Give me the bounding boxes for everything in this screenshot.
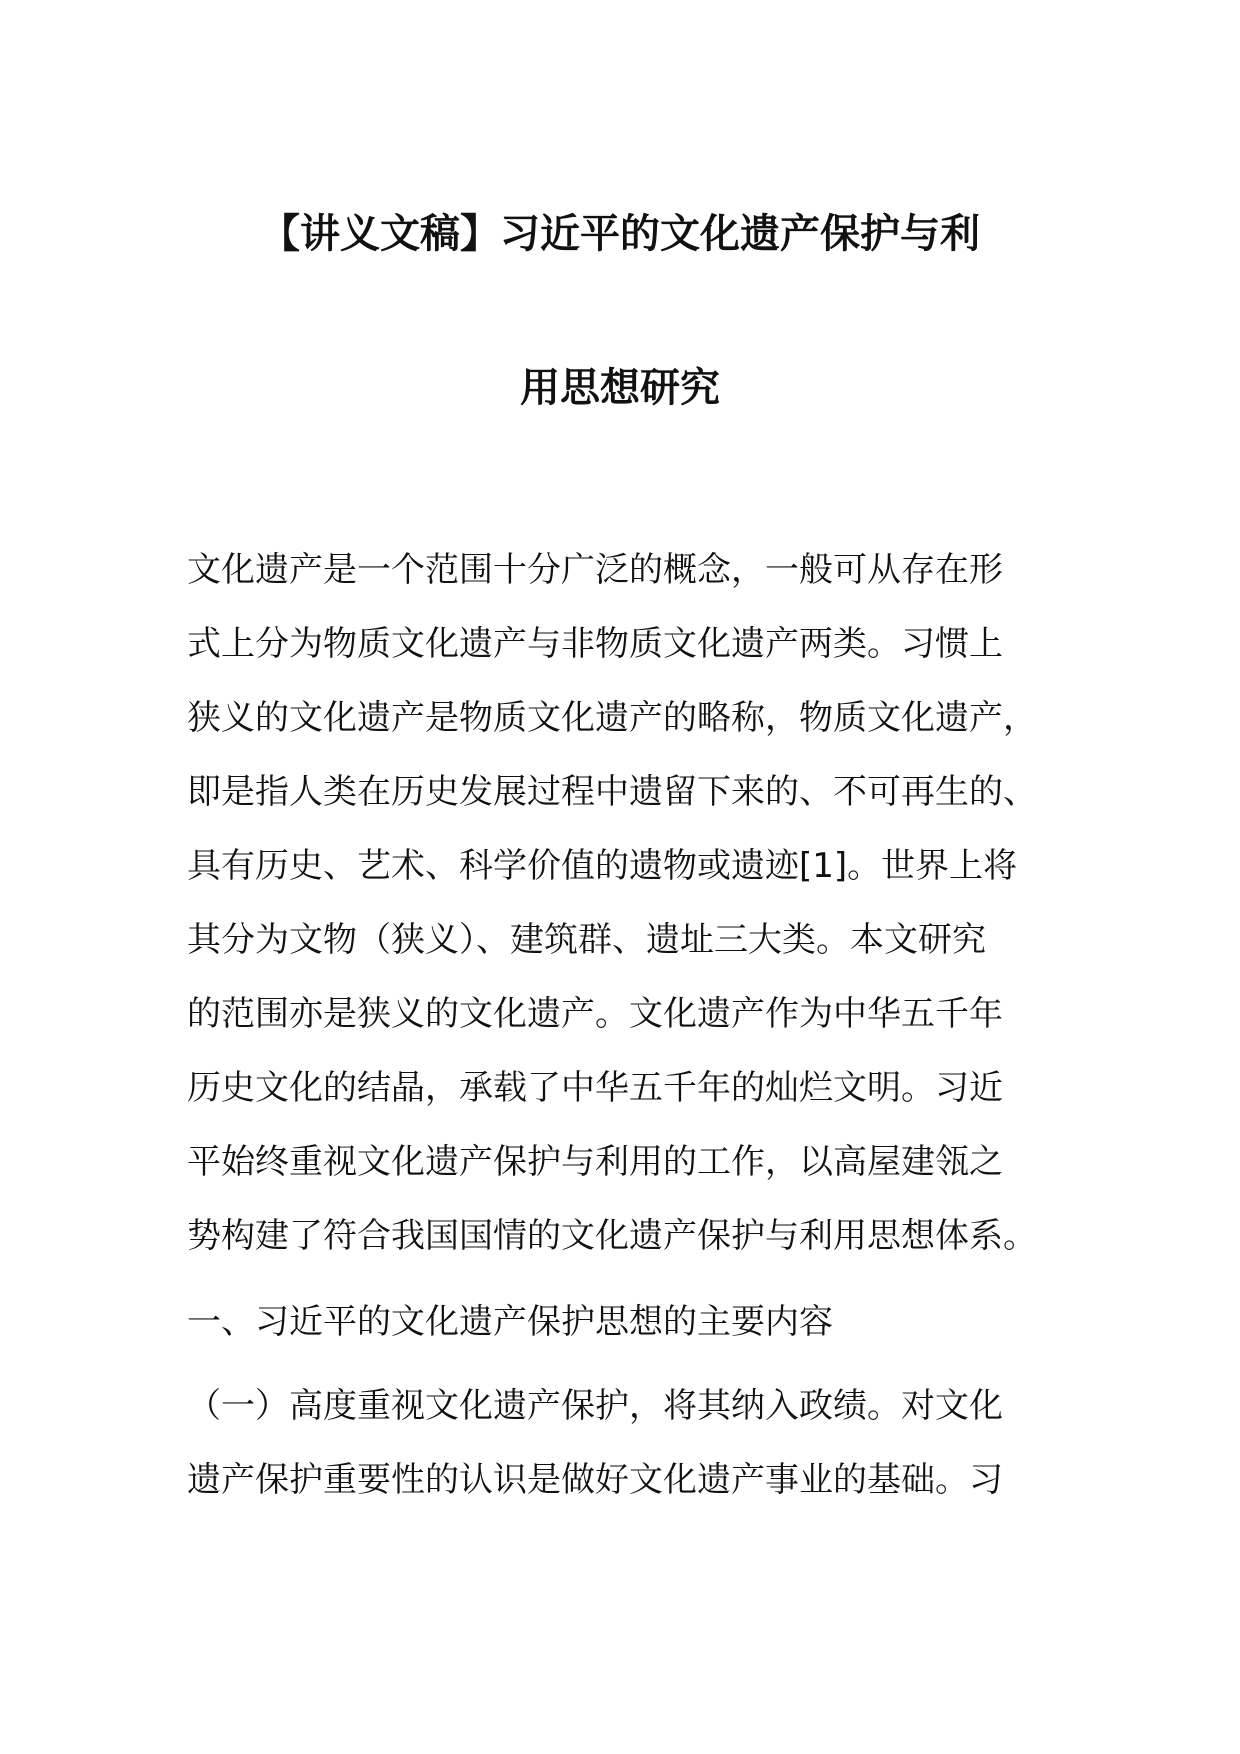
section-heading-1: 一、习近平的文化遗产保护思想的主要内容 xyxy=(187,1302,833,1342)
body-line-2: 式上分为物质文化遗产与非物质文化遗产两类。习惯上 xyxy=(187,624,1003,664)
body-line-13: 遗产保护重要性的认识是做好文化遗产事业的基础。习 xyxy=(187,1460,1003,1500)
body-line-9: 平始终重视文化遗产保护与利用的工作，以高屋建瓴之 xyxy=(187,1142,1003,1182)
body-line-6: 其分为文物（狭义）、建筑群、遗址三大类。本文研究 xyxy=(187,920,986,960)
body-line-5: 具有历史、艺术、科学价值的遗物或遗迹[1]。世界上将 xyxy=(187,846,1018,886)
body-line-1: 文化遗产是一个范围十分广泛的概念，一般可从存在形 xyxy=(187,550,1003,590)
document-title-line-1: 【讲义文稿】习近平的文化遗产保护与利 xyxy=(260,211,980,257)
body-line-4: 即是指人类在历史发展过程中遗留下来的、不可再生的、 xyxy=(187,772,1037,812)
body-line-8: 历史文化的结晶，承载了中华五千年的灿烂文明。习近 xyxy=(187,1068,1003,1108)
body-line-3: 狭义的文化遗产是物质文化遗产的略称，物质文化遗产， xyxy=(187,698,1037,738)
document-title-line-2: 用思想研究 xyxy=(520,365,720,411)
body-line-10: 势构建了符合我国国情的文化遗产保护与利用思想体系。 xyxy=(187,1216,1037,1256)
body-line-7: 的范围亦是狭义的文化遗产。文化遗产作为中华五千年 xyxy=(187,994,1003,1034)
body-line-12: （一）高度重视文化遗产保护，将其纳入政绩。对文化 xyxy=(187,1386,1003,1426)
